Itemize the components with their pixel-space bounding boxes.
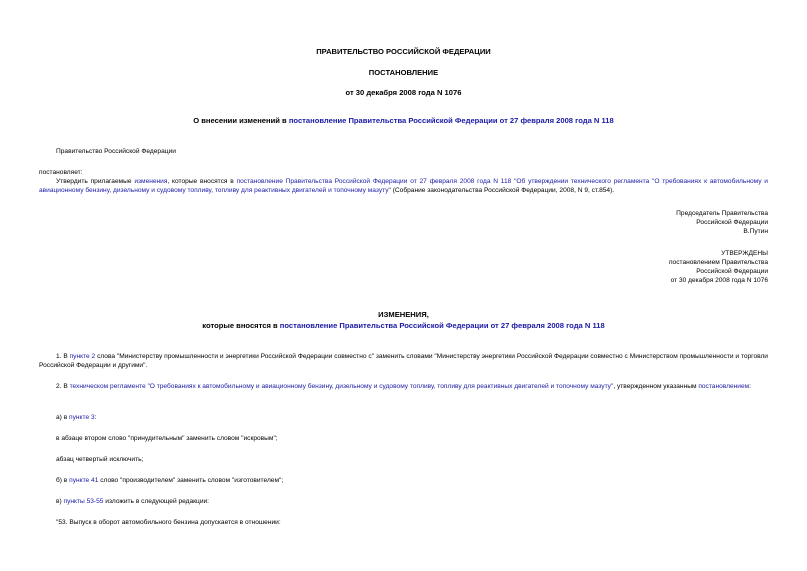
p1-text-c: (Собрание законодательства Российской Федерации, 2008, N 9, ст.854). [390, 187, 615, 194]
title-prefix: О внесении изменений в [193, 116, 289, 125]
tech-regulation-link[interactable]: техническом регламенте "О требованиях к автомобильному и авиационному бензину, дизельному и судовому топливу, топливу для реактивных двигателей и топочному мазуту" [69, 383, 614, 390]
document-title [0, 116, 807, 125]
resolution-paragraph [39, 177, 768, 195]
changes-sub-prefix: которые вносятся в [202, 321, 280, 330]
signature-block [468, 209, 768, 236]
approved-label: УТВЕРЖДЕНЫ [721, 250, 768, 257]
subitem-a-line-1: в абзаце втором слово "принудительным" заменить словом "искровым"; [56, 435, 278, 442]
approved-country: Российской Федерации [696, 268, 768, 275]
item-2-text: , утвержденном указанным [613, 383, 699, 390]
changes-heading: ИЗМЕНЕНИЯ, [378, 310, 429, 319]
item-1 [39, 352, 768, 370]
title-link[interactable]: постановление Правительства Российской Федерации от 27 февраля 2008 года N 118 [288, 116, 614, 125]
item-2-colon: : [749, 383, 752, 390]
resolution-118-link[interactable]: постановление Правительства Российской Федерации от 27 февраля 2008 года N 118 "Об утверждении технического регламента "О требованиях к автомобильному и авиационному бензину, дизельному и судовому топливу, топливу для реактивных двигателей и топочному мазуту" [39, 178, 768, 194]
subitem-c-prefix: в) [56, 498, 64, 505]
subitem-a-prefix: а) в [56, 414, 70, 421]
item-1-link[interactable]: пункте 2 [69, 353, 96, 360]
quoted-point-53: "53. Выпуск в оборот автомобильного бензина допускается в отношении: [56, 519, 281, 526]
approved-block [468, 249, 768, 285]
government-line: Правительство Российской Федерации [56, 148, 176, 155]
item-1-text: слова "Министерству промышленности и энергетики Российской Федерации совместно с" заменить словами "Министерству энергетики Российской Федерации совместно с Министерством промышленности и торговли Российской Федерации и другими". [39, 353, 768, 369]
p1-text-b: , которые вносятся в [167, 178, 237, 185]
subitem-a-line-2: абзац четвертый исключить; [56, 456, 144, 463]
signature-country: Российской Федерации [696, 219, 768, 226]
changes-link[interactable]: изменения [134, 178, 168, 185]
approved-date: от 30 декабря 2008 года N 1076 [670, 277, 768, 284]
points-53-55-link[interactable]: пункты 53-55 [63, 498, 104, 505]
approved-by: постановлением Правительства [668, 259, 768, 266]
item-2 [39, 382, 768, 391]
resolution-link[interactable]: постановлением [698, 383, 750, 390]
government-heading: ПРАВИТЕЛЬСТВО РОССИЙСКОЙ ФЕДЕРАЦИИ [316, 47, 491, 56]
changes-subheading [0, 321, 807, 330]
subitem-c-suffix: изложить в следующей редакции: [103, 498, 210, 505]
decides-line: постановляет: [39, 169, 83, 176]
subitem-b-prefix: б) в [56, 477, 70, 484]
subitem-c [56, 497, 209, 506]
changes-sub-link[interactable]: постановление Правительства Российской Федерации от 27 февраля 2008 года N 118 [279, 321, 605, 330]
signature-name: В.Путин [743, 228, 768, 235]
point-3-link[interactable]: пункте 3 [69, 414, 95, 421]
p1-text-a: Утвердить прилагаемые [56, 178, 135, 185]
item-1-prefix: 1. В [56, 353, 70, 360]
subitem-a [56, 413, 96, 422]
point-41-link[interactable]: пункте 41 [69, 477, 99, 484]
document-type: ПОСТАНОВЛЕНИЕ [368, 68, 439, 77]
subitem-b [56, 476, 283, 485]
subitem-b-suffix: слово "производителем" заменить словом "изготовителем"; [98, 477, 284, 484]
signature-title: Председатель Правительства [676, 210, 768, 217]
subitem-a-suffix: : [94, 414, 97, 421]
item-2-prefix: 2. В [56, 383, 70, 390]
document-date: от 30 декабря 2008 года N 1076 [345, 88, 462, 97]
